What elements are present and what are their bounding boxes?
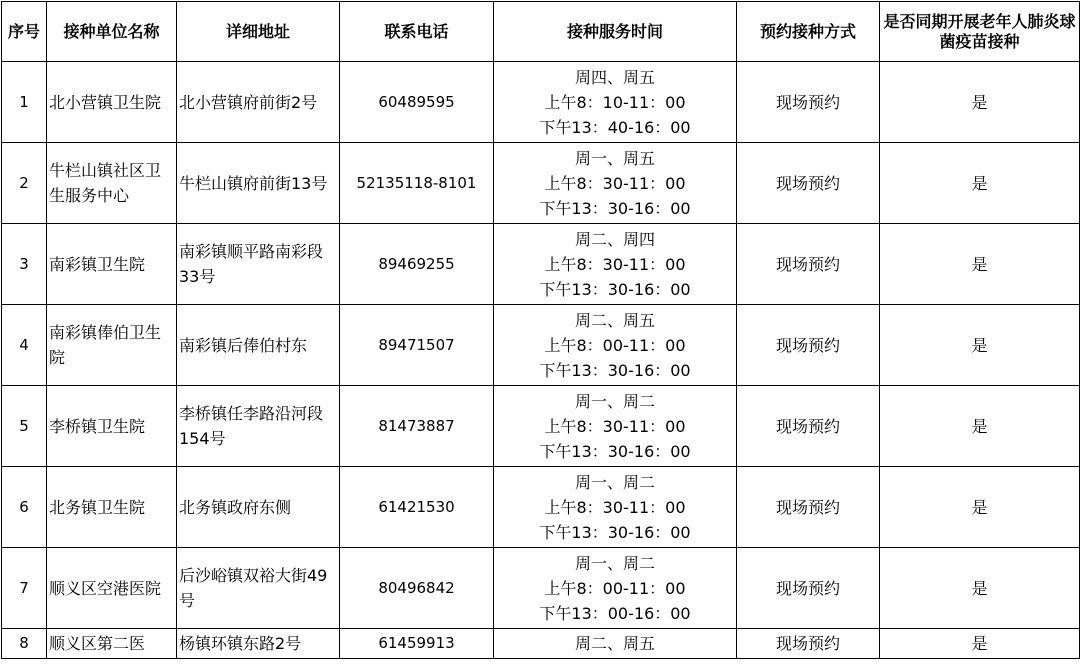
row-address: 牛栏山镇府前街13号 <box>177 143 340 224</box>
row-no: 4 <box>2 305 47 386</box>
header-booking-method: 预约接种方式 <box>737 2 880 62</box>
row-site-name: 北小营镇卫生院 <box>47 62 177 143</box>
row-no: 3 <box>2 224 47 305</box>
table-row <box>2 143 1080 224</box>
row-phone: 81473887 <box>340 386 494 467</box>
row-booking-method: 现场预约 <box>737 224 880 305</box>
row-pneumococcal: 是 <box>880 548 1080 629</box>
row-address: 后沙峪镇双裕大街49号 <box>177 548 340 629</box>
service-days: 周一、周二 <box>574 391 655 411</box>
row-service-time <box>494 629 737 659</box>
row-pneumococcal: 是 <box>880 224 1080 305</box>
service-days: 周一、周二 <box>574 553 655 573</box>
row-no: 2 <box>2 143 47 224</box>
row-pneumococcal: 是 <box>880 143 1080 224</box>
row-address: 北务镇政府东侧 <box>177 467 340 548</box>
row-site-name: 南彩镇俸伯卫生院 <box>47 305 177 386</box>
service-morning: 上午8：30-11：00 <box>544 254 686 274</box>
service-afternoon: 下午13：30-16：00 <box>539 279 691 299</box>
service-afternoon: 下午13：40-16：00 <box>539 117 691 137</box>
vaccination-sites-table <box>1 1 1080 659</box>
row-service-time <box>494 224 737 305</box>
row-booking-method: 现场预约 <box>737 548 880 629</box>
row-phone: 89471507 <box>340 305 494 386</box>
service-afternoon: 下午13：30-16：00 <box>539 522 691 542</box>
row-site-name: 南彩镇卫生院 <box>47 224 177 305</box>
row-site-name: 顺义区空港医院 <box>47 548 177 629</box>
header-site-name: 接种单位名称 <box>47 2 177 62</box>
row-service-time <box>494 305 737 386</box>
row-site-name: 李桥镇卫生院 <box>47 386 177 467</box>
row-booking-method: 现场预约 <box>737 386 880 467</box>
row-address: 南彩镇顺平路南彩段33号 <box>177 224 340 305</box>
row-service-time <box>494 386 737 467</box>
table-row <box>2 224 1080 305</box>
table-row <box>2 629 1080 659</box>
header-address: 详细地址 <box>177 2 340 62</box>
row-phone: 80496842 <box>340 548 494 629</box>
row-service-time <box>494 548 737 629</box>
service-morning: 上午8：10-11：00 <box>544 92 686 112</box>
service-morning: 上午8：30-11：00 <box>544 497 686 517</box>
row-phone: 61421530 <box>340 467 494 548</box>
service-morning: 上午8：00-11：00 <box>544 335 686 355</box>
header-pneumococcal: 是否同期开展老年人肺炎球菌疫苗接种 <box>880 2 1080 62</box>
service-morning: 上午8：00-11：00 <box>544 578 686 598</box>
row-phone: 61459913 <box>340 629 494 659</box>
row-address: 北小营镇府前街2号 <box>177 62 340 143</box>
table-row <box>2 386 1080 467</box>
service-afternoon: 下午13：30-16：00 <box>539 198 691 218</box>
table-row <box>2 548 1080 629</box>
row-pneumococcal: 是 <box>880 629 1080 659</box>
row-no: 1 <box>2 62 47 143</box>
row-address: 杨镇环镇东路2号 <box>177 629 340 659</box>
row-phone: 52135118-8101 <box>340 143 494 224</box>
row-pneumococcal: 是 <box>880 62 1080 143</box>
row-booking-method: 现场预约 <box>737 467 880 548</box>
service-days: 周四、周五 <box>574 67 655 87</box>
service-days: 周二、周五 <box>574 634 655 653</box>
header-service-time: 接种服务时间 <box>494 2 737 62</box>
service-morning: 上午8：30-11：00 <box>544 173 686 193</box>
row-site-name: 顺义区第二医 <box>47 629 177 659</box>
service-days: 周二、周五 <box>574 310 655 330</box>
row-pneumococcal: 是 <box>880 386 1080 467</box>
service-morning: 上午8：30-11：00 <box>544 416 686 436</box>
row-booking-method: 现场预约 <box>737 143 880 224</box>
row-site-name: 北务镇卫生院 <box>47 467 177 548</box>
row-booking-method: 现场预约 <box>737 629 880 659</box>
row-service-time <box>494 62 737 143</box>
row-service-time <box>494 143 737 224</box>
service-days: 周二、周四 <box>574 229 655 249</box>
row-site-name: 牛栏山镇社区卫生服务中心 <box>47 143 177 224</box>
service-days: 周一、周二 <box>574 472 655 492</box>
row-no: 8 <box>2 629 47 659</box>
table-row <box>2 305 1080 386</box>
row-phone: 89469255 <box>340 224 494 305</box>
row-no: 7 <box>2 548 47 629</box>
table-row <box>2 467 1080 548</box>
row-booking-method: 现场预约 <box>737 305 880 386</box>
row-address: 李桥镇任李路沿河段154号 <box>177 386 340 467</box>
row-pneumococcal: 是 <box>880 467 1080 548</box>
service-afternoon: 下午13：30-16：00 <box>539 441 691 461</box>
service-afternoon: 下午13：30-16：00 <box>539 360 691 380</box>
table-row <box>2 62 1080 143</box>
header-phone: 联系电话 <box>340 2 494 62</box>
service-days: 周一、周五 <box>574 148 655 168</box>
row-booking-method: 现场预约 <box>737 62 880 143</box>
row-service-time <box>494 467 737 548</box>
row-pneumococcal: 是 <box>880 305 1080 386</box>
row-phone: 60489595 <box>340 62 494 143</box>
row-address: 南彩镇后俸伯村东 <box>177 305 340 386</box>
header-no: 序号 <box>2 2 47 62</box>
service-afternoon: 下午13：00-16：00 <box>539 603 691 623</box>
row-no: 6 <box>2 467 47 548</box>
table-header-row <box>2 2 1080 62</box>
row-no: 5 <box>2 386 47 467</box>
